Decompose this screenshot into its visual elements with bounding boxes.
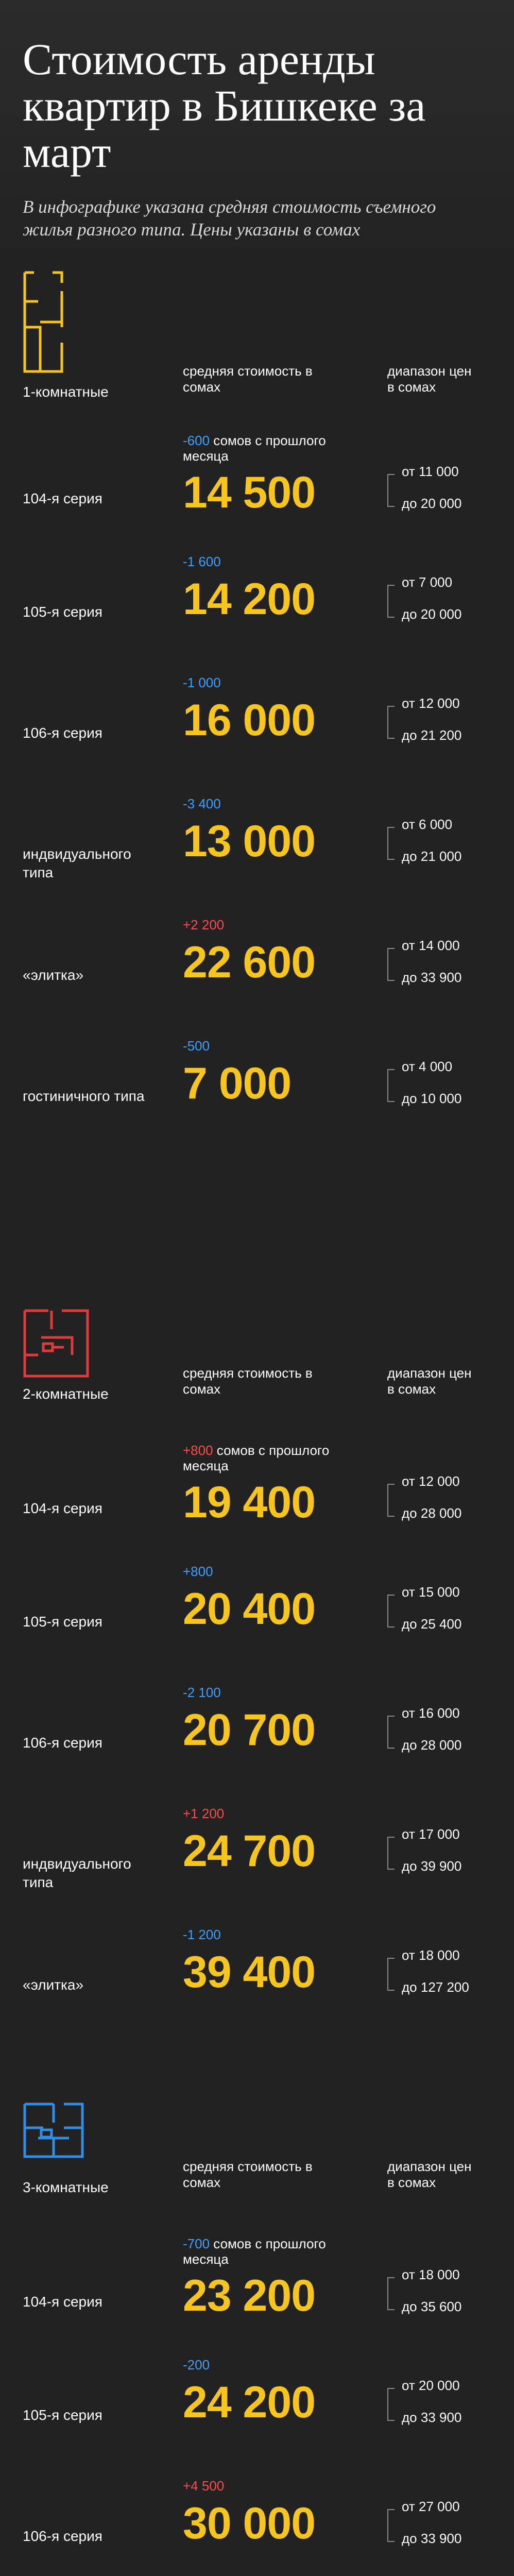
range-max: до 33 900 [402,970,462,985]
price-range [387,1826,490,1878]
price-range-column-header: диапазон цен в сомах [387,363,472,395]
price-row [0,554,514,670]
change-value: +4 500 [183,2478,225,2494]
average-price: 22 600 [183,938,316,987]
average-price: 24 200 [183,2378,316,2427]
change-value: +800 [183,1443,213,1458]
price-range [387,1705,490,1757]
change-value: -500 [183,1038,210,1054]
monthly-change [183,1685,337,1700]
change-value: -200 [183,2357,210,2372]
apartment-series-label: 105-я серия [23,2407,102,2423]
monthly-change [183,1806,337,1821]
change-value: -1 000 [183,675,221,690]
range-bracket [387,1069,395,1102]
price-row [0,796,514,912]
range-max: до 20 000 [402,496,462,511]
average-price: 20 400 [183,1584,316,1634]
monthly-change [183,675,337,690]
monthly-change [183,917,337,933]
floor-plan-3room-icon [23,2102,84,2161]
range-min: от 18 000 [402,2267,460,2282]
avg-price-column-header: средняя стоимость в сомах [183,363,313,395]
apartment-series-label: индвидуального типа [23,1856,131,1890]
price-row [0,1443,514,1558]
range-min: от 16 000 [402,1705,460,1721]
apartment-series-label: «элитка» [23,1977,84,1993]
monthly-change [183,1564,337,1579]
monthly-change [183,1038,337,1054]
change-suffix: сомов с прошлого месяца [183,1443,330,1473]
change-value: -1 200 [183,1927,221,1942]
section-3room [0,2102,514,2576]
change-suffix: сомов с прошлого месяца [183,2236,326,2267]
change-value: -1 600 [183,554,221,569]
range-bracket [387,1837,395,1870]
average-price: 13 000 [183,817,316,866]
range-max: до 33 900 [402,2410,462,2425]
floor-plan-2room-icon [23,1309,90,1381]
average-price: 30 000 [183,2499,316,2548]
range-min: от 18 000 [402,1947,460,1963]
apartment-series-label: 104-я серия [23,2294,102,2310]
price-row [0,1564,514,1680]
range-max: до 20 000 [402,606,462,622]
price-range [387,2267,490,2318]
room-type-label: 3-комнатные [23,2179,109,2195]
apartment-series-label: 106-я серия [23,2528,102,2544]
change-value: -700 [183,2236,210,2251]
average-price: 14 500 [183,468,316,517]
range-min: от 14 000 [402,938,460,953]
apartment-series-label: 105-я серия [23,604,102,620]
floor-plan-1room-icon [23,270,64,376]
range-max: до 127 200 [402,1979,469,1995]
range-bracket [387,585,395,618]
price-range [387,2378,490,2429]
range-max: до 39 900 [402,1858,462,1874]
monthly-change [183,2357,337,2372]
change-value: -3 400 [183,796,221,811]
range-min: от 27 000 [402,2499,460,2514]
range-max: до 35 600 [402,2299,462,2314]
price-range [387,574,490,626]
change-value: -600 [183,433,210,448]
range-max: до 21 200 [402,727,462,743]
price-range [387,1059,490,1110]
price-row [0,1927,514,2043]
average-price: 14 200 [183,574,316,624]
monthly-change [183,2478,337,2494]
range-min: от 17 000 [402,1826,460,1842]
average-price: 16 000 [183,696,316,745]
range-min: от 4 000 [402,1059,453,1074]
range-min: от 15 000 [402,1584,460,1600]
room-type-label: 2-комнатные [23,1386,109,1402]
price-range [387,696,490,747]
price-row [0,2236,514,2352]
apartment-series-label: 104-я серия [23,1500,102,1516]
range-min: от 20 000 [402,2378,460,2393]
monthly-change [183,1927,337,1942]
average-price: 7 000 [183,1059,292,1108]
range-bracket [387,706,395,739]
apartment-series-label: гостиничного типа [23,1088,145,1104]
apartment-series-label: «элитка» [23,967,84,983]
avg-price-column-header: средняя стоимость в сомах [183,1365,313,1397]
price-range [387,938,490,989]
price-row [0,433,514,549]
range-max: до 21 000 [402,849,462,864]
range-bracket [387,474,395,507]
change-suffix: сомов с прошлого месяца [183,433,326,464]
average-price: 23 200 [183,2271,316,2320]
change-value: +2 200 [183,917,225,933]
apartment-series-label: 106-я серия [23,1735,102,1751]
range-max: до 28 000 [402,1737,462,1753]
price-row [0,2478,514,2576]
average-price: 19 400 [183,1478,316,1527]
change-value: -2 100 [183,1685,221,1700]
range-min: от 6 000 [402,817,453,832]
price-row [0,1038,514,1154]
price-row [0,675,514,791]
price-row [0,2357,514,2473]
price-range [387,1584,490,1636]
range-bracket [387,1716,395,1749]
range-bracket [387,948,395,981]
price-range-column-header: диапазон цен в сомах [387,1365,472,1397]
average-price: 24 700 [183,1826,316,1876]
range-bracket [387,1484,395,1517]
change-value: +800 [183,1564,213,1579]
range-max: до 25 400 [402,1616,462,1632]
page-title: Стоимость аренды квартир в Бишкеке за март [23,35,426,177]
range-bracket [387,1595,395,1628]
change-value: +1 200 [183,1806,225,1821]
section-2room [0,1309,514,2048]
range-bracket [387,1958,395,1991]
range-max: до 33 900 [402,2531,462,2546]
range-max: до 10 000 [402,1091,462,1106]
room-type-label: 1-комнатные [23,384,109,400]
range-bracket [387,2277,395,2310]
monthly-change [183,554,337,569]
price-range-column-header: диапазон цен в сомах [387,2159,472,2190]
range-bracket [387,2388,395,2421]
section-1room [0,319,514,1180]
range-max: до 28 000 [402,1505,462,1521]
range-min: от 11 000 [402,464,459,479]
range-min: от 7 000 [402,574,453,590]
avg-price-column-header: средняя стоимость в сомах [183,2159,313,2190]
apartment-series-label: индвидуального типа [23,846,131,880]
average-price: 39 400 [183,1947,316,1997]
apartment-series-label: 106-я серия [23,725,102,741]
price-range [387,464,490,515]
apartment-series-label: 105-я серия [23,1614,102,1630]
range-bracket [387,2509,395,2542]
range-min: от 12 000 [402,1473,460,1489]
price-range [387,1473,490,1525]
apartment-series-label: 104-я серия [23,490,102,506]
monthly-change [183,2236,337,2267]
price-range [387,2499,490,2550]
page-subtitle: В инфографике указана средняя стоимость съемного жилья разного типа. Цены указаны в сомах [23,197,436,240]
price-row [0,1685,514,1801]
monthly-change [183,433,337,464]
average-price: 20 700 [183,1705,316,1755]
price-range [387,817,490,868]
price-row [0,917,514,1033]
range-min: от 12 000 [402,696,460,711]
monthly-change [183,796,337,811]
range-bracket [387,827,395,860]
price-row [0,1806,514,1922]
monthly-change [183,1443,337,1473]
price-range [387,1947,490,1999]
